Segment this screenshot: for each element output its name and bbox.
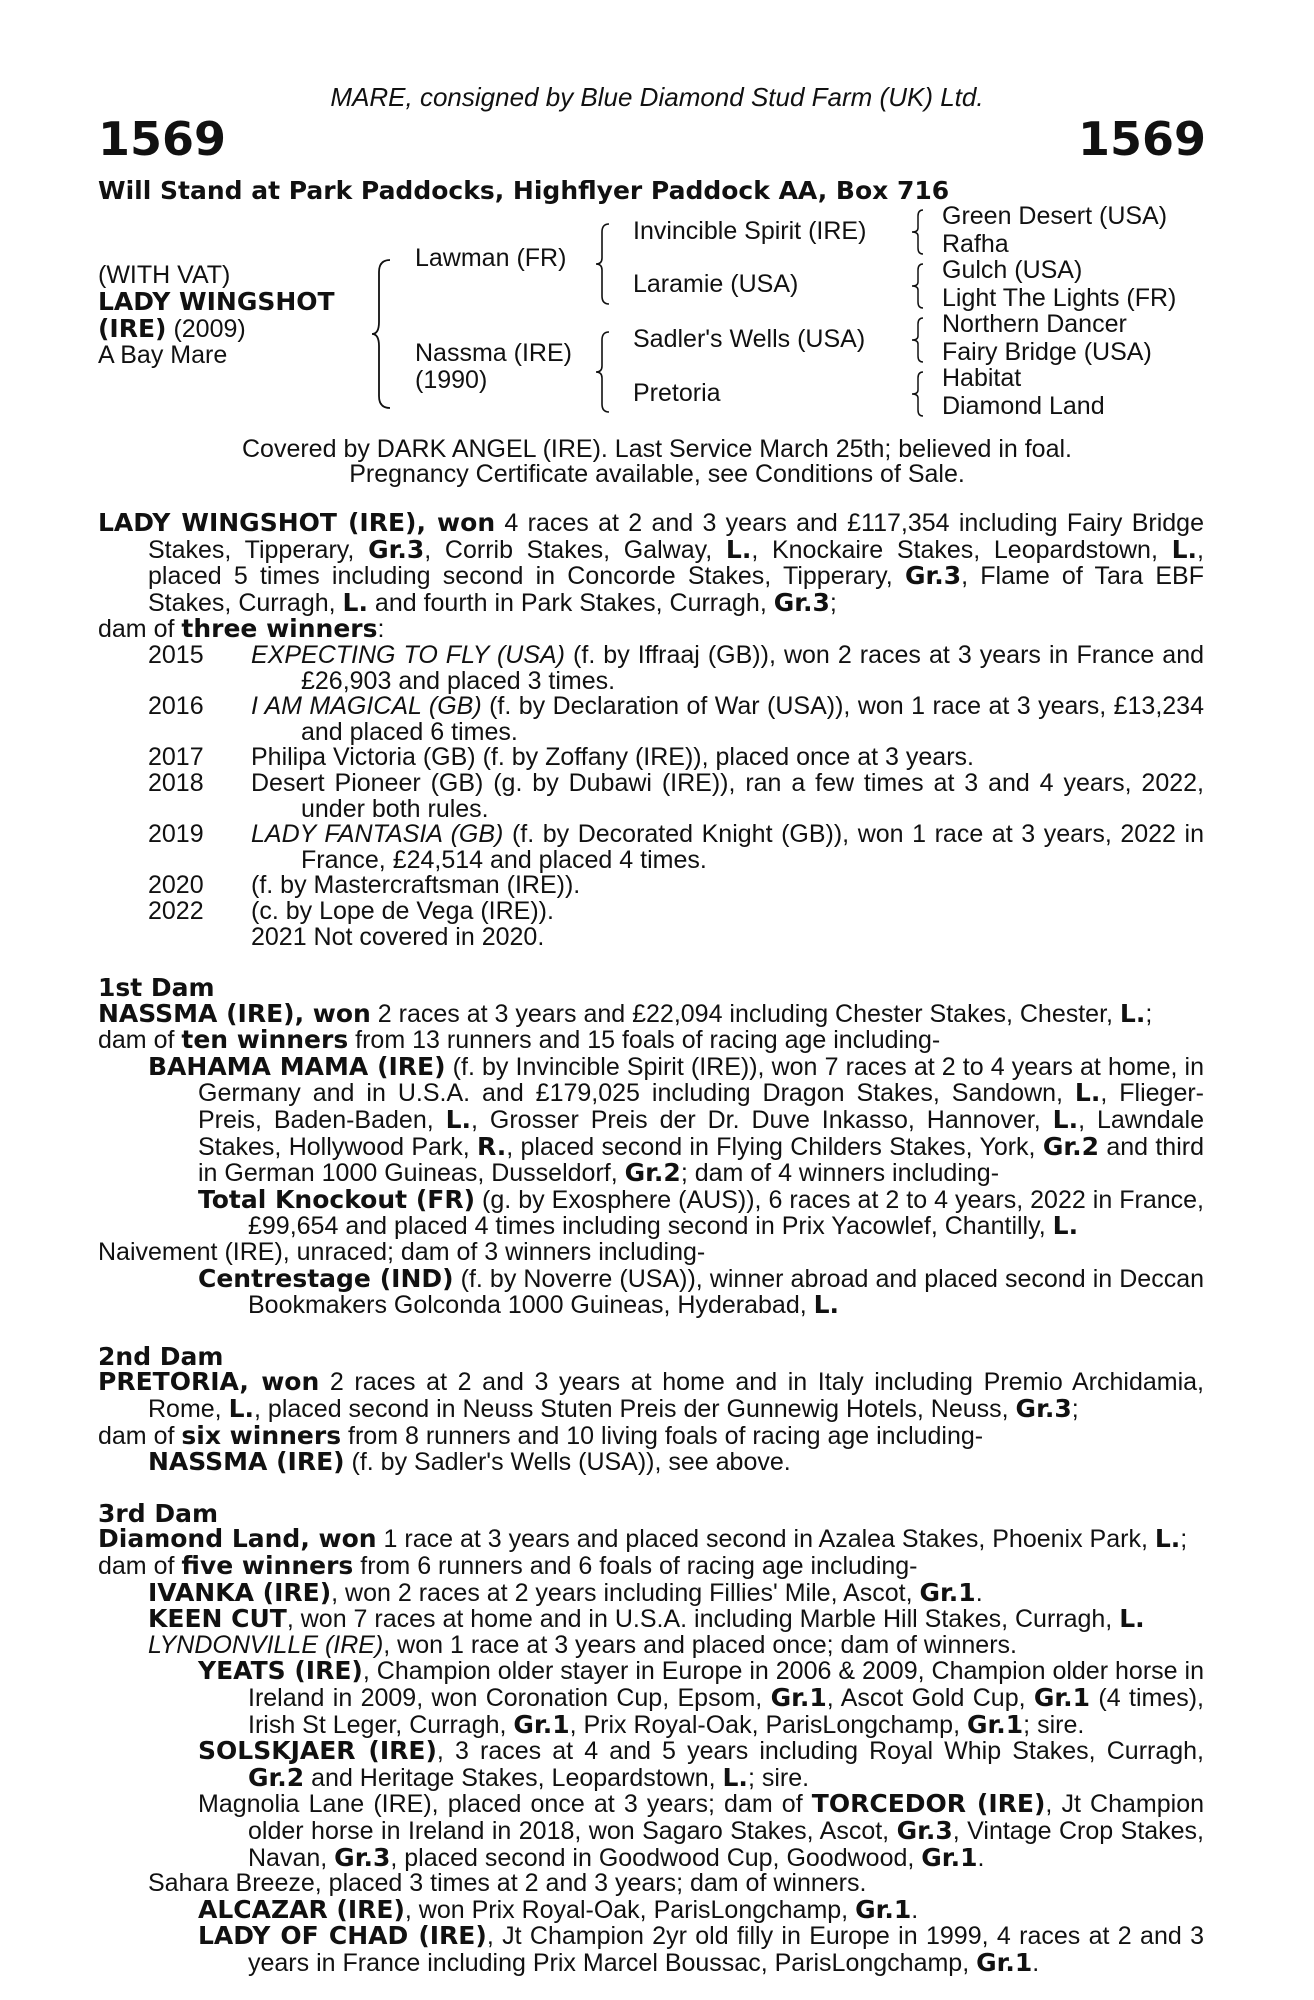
vat-label: (WITH VAT) [98, 261, 231, 289]
pedigree-brace-main [370, 258, 394, 410]
pedigree-sire-dam: Laramie (USA) [633, 270, 799, 298]
progeny-row: 2022 (c. by Lope de Vega (IRE)). [148, 896, 554, 925]
pedigree-dam-year: (1990) [415, 366, 488, 394]
pedigree-brace-g3-1 [910, 208, 926, 256]
dam2-dam-of: dam of six winners from 8 runners and 10 living foals of racing age including- [98, 1420, 984, 1450]
pedigree-sire-sire: Invincible Spirit (IRE) [633, 217, 867, 245]
pedigree-brace-g3-3 [910, 316, 926, 364]
dam1-centrestage: Centrestage (IND) (f. by Noverre (USA)), winner abroad and placed second in Deccan Bookmakers Golconda 1000 Guineas, Hyderabad, L. [198, 1263, 1204, 1320]
pedigree-g3-fairy-bridge: Fairy Bridge (USA) [942, 338, 1152, 366]
dam3-dam-of: dam of five winners from 6 runners and 6 foals of racing age including- [98, 1550, 918, 1580]
consignment-line: MARE, consigned by Blue Diamond Stud Farm (UK) Ltd. [330, 82, 984, 112]
dam3-sahara-breeze: Sahara Breeze, placed 3 times at 2 and 3 years; dam of winners. [148, 1869, 867, 1898]
lot-number-right: 1569 [1077, 112, 1206, 166]
progeny-row: 2015 EXPECTING TO FLY (USA) (f. by Iffraaj (GB)), won 2 races at 3 years in France and £26,903 and placed 3 times. [148, 640, 1205, 695]
horse-description: A Bay Mare [98, 341, 228, 369]
dam1-total-knockout: Total Knockout (FR) (g. by Exosphere (AUS)), 6 races at 2 to 4 years, 2022 in France, £99,654 and placed 4 times including second in Prix Yacowlef, Chantilly, L. [198, 1184, 1204, 1241]
pedigree-g3-light-the-lights: Light The Lights (FR) [942, 284, 1177, 312]
dam3-lyndonville: LYNDONVILLE (IRE), won 1 race at 3 years and placed once; dam of winners. [148, 1630, 1017, 1659]
dam3-lady-of-chad: LADY OF CHAD (IRE), Jt Champion 2yr old filly in Europe in 1999, 4 races at 2 and 3 years in France including Prix Marcel Boussac, ParisLongchamp, Gr.1. [198, 1921, 1205, 1977]
progeny-row: 2020 (f. by Mastercraftsman (IRE)). [148, 871, 581, 900]
pedigree-notes [98, 510, 1204, 1976]
pedigree-g3-diamond-land: Diamond Land [942, 392, 1105, 420]
dam3-yeats: YEATS (IRE), Champion older stayer in Europe in 2006 & 2009, Champion older horse in Ireland in 2009, won Coronation Cup, Epsom, Gr.1, Ascot Gold Cup, Gr.1 (4 times), Irish St Leger, Curragh, Gr.1, Prix Royal-Oak, ParisLongchamp, Gr.1; sire. [198, 1656, 1204, 1739]
dam2-nassma: NASSMA (IRE) (f. by Sadler's Wells (USA)), see above. [148, 1447, 791, 1477]
horse-name: LADY WINGSHOT [98, 287, 335, 316]
progeny-row: 2016 I AM MAGICAL (GB) (f. by Declaration of War (USA)), won 1 race at 3 years, £13,234 and placed 6 times. [148, 692, 1204, 746]
dam1-naivement: Naivement (IRE), unraced; dam of 3 winners including- [98, 1238, 706, 1267]
dam3-solskjaer: SOLSKJAER (IRE), 3 races at 4 and 5 years including Royal Whip Stakes, Curragh, Gr.2 and Heritage Stakes, Leopardstown, L.; sire. [198, 1736, 1204, 1792]
progeny-row: 2017 Philipa Victoria (GB) (f. by Zoffany (IRE)), placed once at 3 years. [148, 743, 974, 772]
pedigree-sire: Lawman (FR) [415, 244, 567, 272]
pedigree-g3-habitat: Habitat [942, 364, 1022, 392]
covered-line: Covered by DARK ANGEL (IRE). Last Service March 25th; believed in foal. [242, 435, 1072, 463]
stand-location: Will Stand at Park Paddocks, Highflyer Paddock AA, Box 716 [98, 176, 950, 205]
horse-name-suffix-year: (IRE) (2009) [98, 314, 246, 343]
pedigree-g3-gulch: Gulch (USA) [942, 256, 1083, 284]
pregnancy-line: Pregnancy Certificate available, see Conditions of Sale. [349, 460, 965, 488]
main-record: LADY WINGSHOT (IRE), won 4 races at 2 and 3 years and £117,354 including Fairy Bridge Stakes, Tipperary, Gr.3, Corrib Stakes, Galway, L., Knockaire Stakes, Leopardstown, L., placed 5 times including second in Concorde Stakes, Tipperary, Gr.3, Flame of Tara EBF Stakes, Curragh, L. and fourth in Park Stakes, Curragh, Gr.3; [98, 508, 1204, 617]
pedigree-brace-dam [594, 330, 612, 414]
dam3-alcazar: ALCAZAR (IRE), won Prix Royal-Oak, ParisLongchamp, Gr.1. [198, 1894, 919, 1924]
pedigree-g3-green-desert: Green Desert (USA) [942, 202, 1168, 230]
dam3-ivanka: IVANKA (IRE), won 2 races at 2 years including Fillies' Mile, Ascot, Gr.1. [148, 1577, 983, 1607]
dam3-keen-cut: KEEN CUT, won 7 races at home and in U.S.A. including Marble Hill Stakes, Curragh, L. [148, 1604, 1145, 1634]
main-dam-of: dam of three winners: [98, 614, 385, 644]
lot-number-left: 1569 [98, 112, 227, 166]
pedigree-dam-sire: Sadler's Wells (USA) [633, 325, 866, 353]
progeny-row: 2018 Desert Pioneer (GB) (g. by Dubawi (IRE)), ran a few times at 3 and 4 years, 2022, under both rules. [148, 768, 1204, 823]
dam1-bahama-mama: BAHAMA MAMA (IRE) (f. by Invincible Spirit (IRE)), won 7 races at 2 to 4 years at home, in Germany and in U.S.A. and £179,025 including Dragon Stakes, Sandown, L., Flieger-Preis, Baden-Baden, L., Grosser Preis der Dr. Duve Inkasso, Hannover, L., Lawndale Stakes, Hollywood Park, R., placed second in Flying Childers Stakes, York, Gr.2 and third in German 1000 Guineas, Dusseldorf, Gr.2; dam of 4 winners including- [148, 1051, 1204, 1188]
pedigree-brace-sire [594, 222, 612, 306]
pedigree-g3-northern-dancer: Northern Dancer [942, 310, 1127, 338]
progeny-row: 2019 LADY FANTASIA (GB) (f. by Decorated Knight (GB)), won 1 race at 3 years, 2022 in France, £24,514 and placed 4 times. [148, 820, 1204, 874]
progeny-note: 2021 Not covered in 2020. [251, 922, 545, 951]
dam2-record: PRETORIA, won 2 races at 2 and 3 years at home and in Italy including Premio Archidamia, Rome, L., placed second in Neuss Stuten Preis der Gunnewig Hotels, Neuss, Gr.3; [98, 1367, 1204, 1423]
pedigree-brace-g3-2 [910, 262, 926, 310]
dam1-heading: 1st Dam [98, 973, 215, 1003]
pedigree-dam: Nassma (IRE) [415, 339, 572, 367]
dam1-record: NASSMA (IRE), won 2 races at 3 years and £22,094 including Chester Stakes, Chester, L.; [98, 998, 1153, 1028]
pedigree-g3-rafha: Rafha [942, 230, 1009, 258]
dam3-magnolia-lane: Magnolia Lane (IRE), placed once at 3 years; dam of TORCEDOR (IRE), Jt Champion older horse in Ireland in 2018, won Sagaro Stakes, Ascot, Gr.3, Vintage Crop Stakes, Navan, Gr.3, placed second in Goodwood Cup, Goodwood, Gr.1. [198, 1789, 1205, 1872]
dam2-heading: 2nd Dam [98, 1341, 224, 1371]
pedigree-dam-dam: Pretoria [633, 379, 721, 407]
dam3-heading: 3rd Dam [98, 1498, 218, 1528]
pedigree-brace-g3-4 [910, 370, 926, 418]
dam3-record: Diamond Land, won 1 race at 3 years and placed second in Azalea Stakes, Phoenix Park, L.; [98, 1524, 1188, 1554]
dam1-dam-of: dam of ten winners from 13 runners and 15 foals of racing age including- [98, 1025, 941, 1055]
